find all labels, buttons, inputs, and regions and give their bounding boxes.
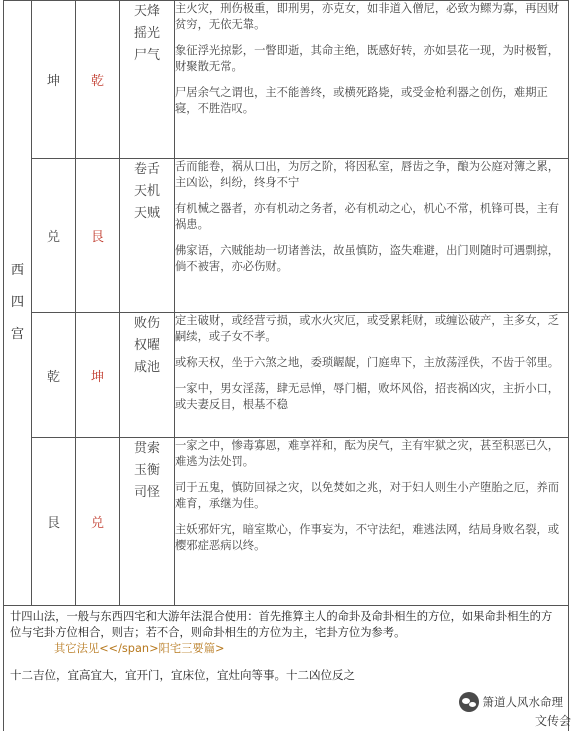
- door-gua: 兑: [76, 438, 120, 606]
- star-names: [120, 313, 175, 438]
- desc-paragraph: 主火灾，刑伤极重，即刑男，亦克女，如非道入僧尼，必致为鳏为寡，再因财贫穷，无依无靠。: [175, 2, 560, 31]
- notes-body: 廿四山法，一般与东西四宅和大游年法混合使用：首先推算主人的命卦及命卦相生的方位，如果命卦相生的方位与宅卦方位相合，则吉；若不合，则命卦相生的方位为主，宅卦方位为参考。: [10, 610, 553, 639]
- notes-link[interactable]: 其它法见<</span>阳宅三要篇>: [54, 642, 225, 655]
- star-names: [120, 438, 175, 606]
- door-gua: 乾: [76, 1, 120, 159]
- star-names: [120, 1, 175, 159]
- desc-paragraph: 一家中，男女淫荡，肆无忌惮，辱门楣，败坏风俗，招丧祸凶灾，主折小口，或夫妻反目，根基不稳: [175, 382, 560, 411]
- desc-paragraph: 司于五鬼，慎防回禄之灾，以免焚如之兆，对于妇人则生小产堕胎之厄，养而难育，承继为佳。: [175, 481, 560, 510]
- wechat-icon: [459, 692, 479, 712]
- group-label-char: 西: [10, 263, 24, 278]
- star-description: [175, 313, 569, 438]
- desc-paragraph: 定主破财，或经营亏损，或水火灾厄，或受累耗财，或缠讼破产，主多女，乏嗣续，或子女不孝。: [175, 314, 560, 343]
- star-description: [175, 159, 569, 313]
- desc-paragraph: 有机械之器者，亦有机动之务者，必有机动之心，机心不常，机锋可畏，主有祸患。: [175, 202, 560, 231]
- star-name: 天烽: [133, 4, 160, 19]
- star-name: 权曜: [133, 338, 160, 353]
- star-name: 天机: [133, 184, 160, 199]
- house-gua: 坤: [32, 1, 76, 159]
- star-name: 尸气: [133, 48, 160, 63]
- desc-paragraph: 舌而能卷，祸从口出，为厉之阶，将因私室，唇齿之争，酿为公庭对簿之累，主凶讼，纠纷，终身不宁: [175, 160, 560, 189]
- star-name: 败伤: [133, 316, 160, 331]
- star-names: [120, 159, 175, 313]
- desc-paragraph: 佛家语，六贼能劫一切诸善法，故虽慎防，盗失难避，出门则随时可遇剽掠，倘不被害，亦必伤财。: [175, 244, 560, 273]
- watermark-badge: [455, 691, 568, 713]
- group-label-char: 四: [10, 295, 24, 310]
- star-name: 贯索: [133, 441, 160, 456]
- group-label: [4, 1, 32, 606]
- desc-paragraph: 尸居余气之谓也，主不能善终，或横死路毙，或受金枪利器之创伤，难期正寝，不胜浩叹。: [175, 86, 548, 115]
- table-row: [4, 1, 569, 159]
- star-name: 卷舌: [133, 162, 160, 177]
- desc-paragraph: 一家之中，惨毒寡恩，难享祥和，酝为戾气，主有牢狱之灾，甚至积恶已久，难逃为法处罚。: [175, 439, 560, 468]
- star-description: [175, 1, 569, 159]
- desc-paragraph: 或称天权，坐于六煞之地，委琐龌龊，门庭卑下，主放荡淫佚，不齿于邻里。: [175, 356, 560, 369]
- table-row: [4, 313, 569, 438]
- table-row: [4, 438, 569, 606]
- star-name: 天贼: [133, 206, 160, 221]
- door-gua: 坤: [76, 313, 120, 438]
- house-gua: 乾: [32, 313, 76, 438]
- star-table: [3, 0, 569, 606]
- house-gua: 艮: [32, 438, 76, 606]
- desc-paragraph: 主妖邪奸宄，暗室欺心，作事妄为，不守法纪，难逃法网，结局身败名裂，或樱邪症恶病以终。: [175, 523, 560, 552]
- group-label-char: 宫: [10, 327, 24, 342]
- watermark-account: 箫道人风水命理: [482, 695, 563, 709]
- door-gua: 艮: [76, 159, 120, 313]
- notes-rule: 十二吉位，宜高宜大，宜开门，宜床位，宜灶向等事。十二凶位反之: [10, 668, 355, 682]
- star-name: 咸池: [133, 360, 160, 375]
- desc-paragraph: 象征浮光掠影，一瞥即逝，其命主绝，既感好转，亦如昙花一现，为时极暂，财聚散无常。: [175, 44, 560, 73]
- star-name: 玉衡: [133, 463, 160, 478]
- star-description: [175, 438, 569, 606]
- house-gua: 兑: [32, 159, 76, 313]
- star-name: 司怪: [133, 485, 160, 500]
- watermark-site: 文传会: [534, 714, 571, 728]
- table-row: [4, 159, 569, 313]
- star-name: 摇光: [133, 26, 160, 41]
